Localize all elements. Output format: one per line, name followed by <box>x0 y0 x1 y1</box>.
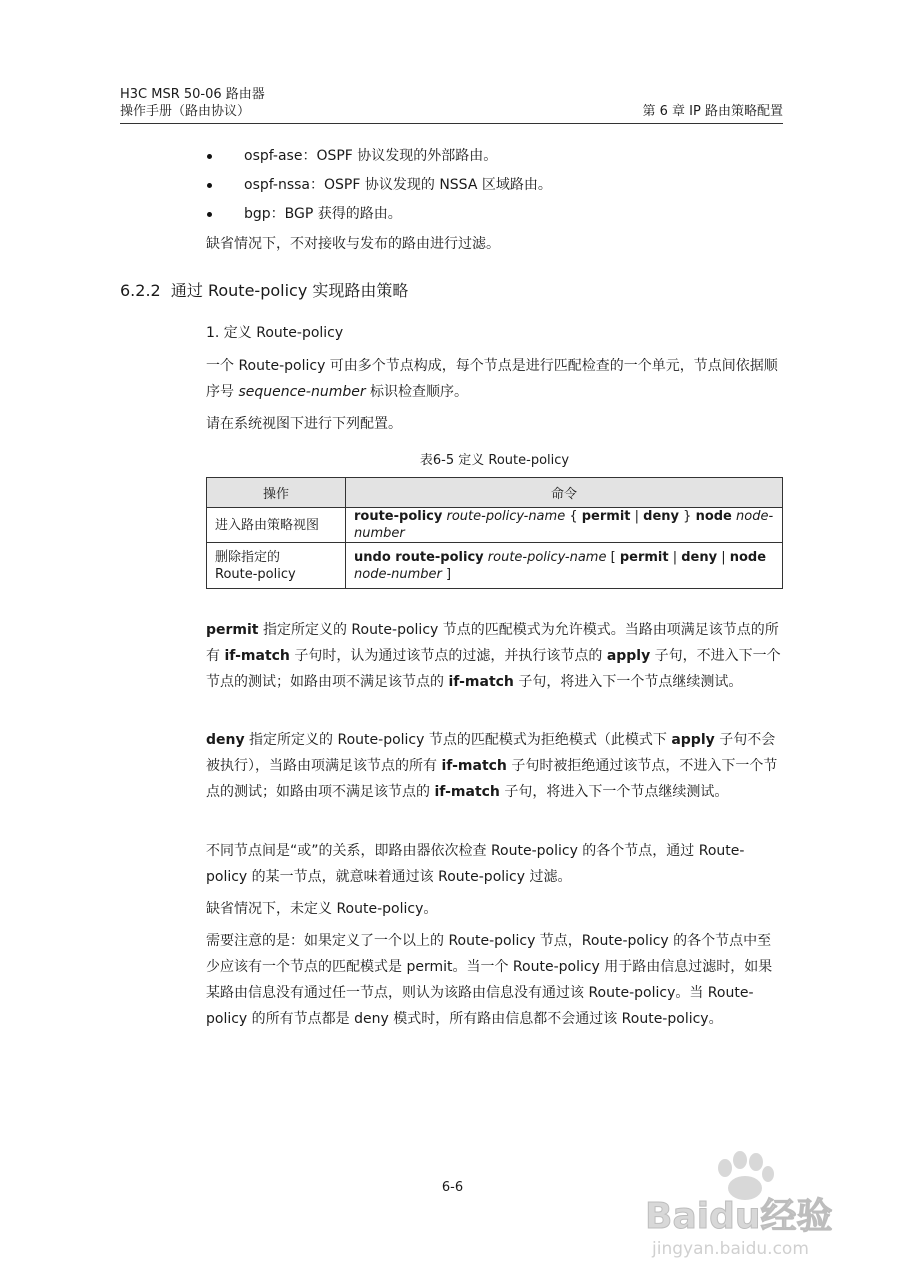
header-product: H3C MSR 50-06 路由器 <box>120 87 265 102</box>
page-number: 6-6 <box>441 1180 464 1195</box>
table-row <box>207 508 783 543</box>
operation-cell: 进入路由策略视图 <box>207 508 346 543</box>
header-chapter: 第 6 章 IP 路由策略配置 <box>642 104 783 119</box>
baidu-jingyan-watermark <box>640 1150 870 1260</box>
table-caption: 表6-5 定义 Route-policy <box>419 453 570 468</box>
subsection-heading: 1. 定义 Route-policy <box>206 325 344 341</box>
protocol-list <box>206 145 552 232</box>
list-item: ospf-ase：OSPF 协议发现的外部路由。 <box>206 145 552 174</box>
command-cell: undo route-policy route-policy-name [ permit | deny | node node-number ] <box>346 543 783 589</box>
route-policy-table <box>206 477 783 589</box>
operation-cell: 删除指定的 Route-policy <box>207 543 346 589</box>
deny-paragraph: deny 指定所定义的 Route-policy 节点的匹配模式为拒绝模式（此模式下 apply 子句不会被执行），当路由项满足该节点的所有 if-match 子句时被拒绝通过该节点，不进入下一个节点的测试；如路由项不满足该节点的 if-match 子句，将进入下一个节点继续测试。 <box>206 732 778 800</box>
svg-text:Baidu经验: Baidu经验 <box>645 1196 833 1237</box>
note-paragraph: 需要注意的是：如果定义了一个以上的 Route-policy 节点，Route-policy 的各个节点中至少应该有一个节点的匹配模式是 permit。当一个 Route-policy 用于路由信息过滤时，如果某路由信息没有通过任一节点，则认为该路由信息没有通过该 Route-policy。当 Route-policy 的所有节点都是 deny 模式时，所有路由信息都不会通过该 Route-policy。 <box>206 933 773 1027</box>
table-row <box>207 543 783 589</box>
default-paragraph: 缺省情况下，未定义 Route-policy。 <box>206 901 438 917</box>
header-divider <box>120 123 783 124</box>
list-item: ospf-nssa：OSPF 协议发现的 NSSA 区域路由。 <box>206 174 552 203</box>
command-cell: route-policy route-policy-name { permit | deny } node node-number <box>346 508 783 543</box>
section-heading: 6.2.2 通过 Route-policy 实现路由策略 <box>120 281 409 300</box>
column-header-command: 命令 <box>346 478 783 508</box>
page-header <box>120 86 783 120</box>
config-instruction: 请在系统视图下进行下列配置。 <box>206 416 402 432</box>
column-header-operation: 操作 <box>207 478 346 508</box>
intro-paragraph: 一个 Route-policy 可由多个节点构成，每个节点是进行匹配检查的一个单元，节点间依据顺序号 sequence-number 标识检查顺序。 <box>206 358 778 400</box>
permit-paragraph: permit 指定所定义的 Route-policy 节点的匹配模式为允许模式。当路由项满足该节点的所有 if-match 子句时，认为通过该节点的过滤，并执行该节点的 apply 子句，不进入下一个节点的测试；如路由项不满足该节点的 if-match 子句，将进入下一个节点继续测试。 <box>206 622 781 690</box>
or-relation-paragraph: 不同节点间是“或”的关系，即路由器依次检查 Route-policy 的各个节点，通过 Route-policy 的某一节点，就意味着通过该 Route-policy 过滤。 <box>206 843 745 885</box>
watermark-url: jingyan.baidu.com <box>652 1239 809 1259</box>
header-manual-title: 操作手册（路由协议） <box>120 104 251 119</box>
default-filter-text: 缺省情况下，不对接收与发布的路由进行过滤。 <box>206 236 500 252</box>
list-item: bgp：BGP 获得的路由。 <box>206 203 552 232</box>
paw-icon <box>718 1151 774 1200</box>
